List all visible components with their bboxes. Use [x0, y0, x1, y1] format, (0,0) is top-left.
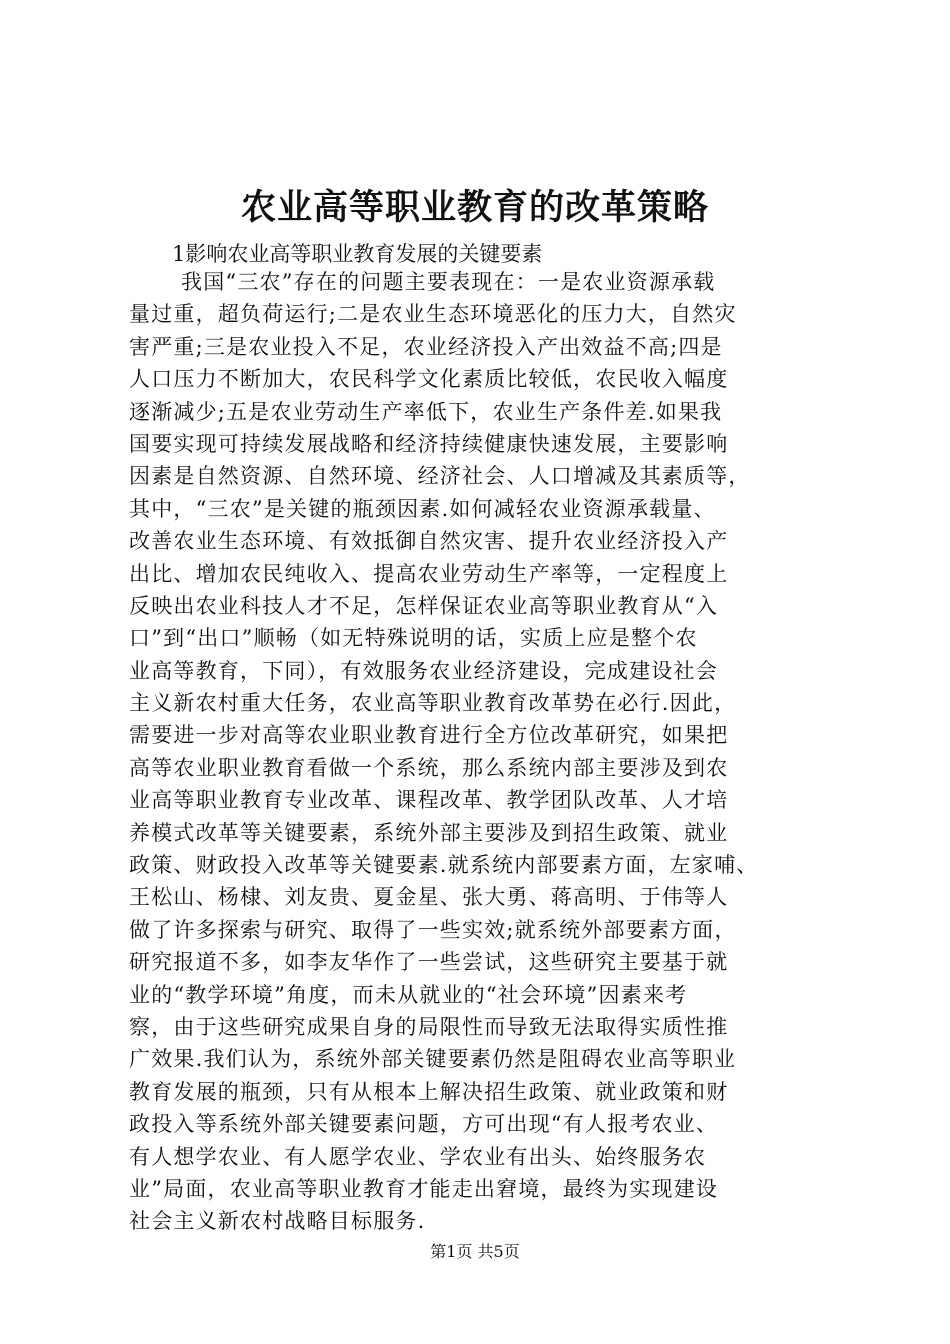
paragraph-line: 出比、增加农民纯收入、提高农业劳动生产率等，一定程度上 — [129, 561, 729, 586]
paragraph-line: 反映出农业科技人才不足，怎样保证农业高等职业教育从“入 — [129, 593, 719, 618]
paragraph-line: 量过重，超负荷运行;二是农业生态环境恶化的压力大，自然灾 — [129, 302, 737, 327]
paragraph-line: 广效果.我们认为，系统外部关键要素仍然是阻碍农业高等职业 — [129, 1047, 737, 1072]
paragraph-line: 社会主义新农村战略目标服务. — [129, 1209, 426, 1234]
paragraph-line: 业高等教育，下同），有效服务农业经济建设，完成建设社会 — [129, 658, 718, 683]
paragraph-line: 业高等职业教育专业改革、课程改革、教学团队改革、人才培 — [129, 788, 729, 813]
paragraph-line: 业”局面，农业高等职业教育才能走出窘境，最终为实现建设 — [129, 1176, 719, 1201]
paragraph-line: 政策、财政投入改革等关键要素.就系统内部要素方面，左家哺、 — [129, 853, 759, 878]
paragraph-line: 察，由于这些研究成果自身的局限性而导致无法取得实质性推 — [129, 1014, 729, 1039]
paragraph-line: 人口压力不断加大，农民科学文化素质比较低，农民收入幅度 — [129, 367, 729, 392]
paragraph-line: 业的“教学环境”角度，而未从就业的“社会环境”因素来考 — [129, 982, 688, 1007]
body-paragraph — [129, 266, 829, 1238]
paragraph-line: 主义新农村重大任务，农业高等职业教育改革势在必行.因此， — [129, 691, 737, 716]
paragraph-line: 改善农业生态环境、有效抵御自然灾害、提升农业经济投入产 — [129, 529, 729, 554]
paragraph-line: 其中，“三农”是关键的瓶颈因素.如何减轻农业资源承载量、 — [129, 496, 716, 521]
document-title: 农业高等职业教育的改革策略 — [240, 187, 709, 228]
paragraph-line: 有人想学农业、有人愿学农业、学农业有出头、始终服务农 — [129, 1144, 707, 1169]
paragraph-line: 国要实现可持续发展战略和经济持续健康快速发展，主要影响 — [129, 431, 729, 456]
section-heading: 1影响农业高等职业教育发展的关键要素 — [172, 242, 543, 266]
paragraph-line: 养模式改革等关键要素，系统外部主要涉及到招生政策、就业 — [129, 820, 729, 845]
page-number-footer: 第1页 共5页 — [430, 1242, 520, 1261]
paragraph-line: 王松山、杨棣、刘友贵、夏金星、张大勇、蒋高明、于伟等人 — [129, 885, 729, 910]
paragraph-line: 因素是自然资源、自然环境、经济社会、人口增减及其素质等， — [129, 464, 751, 489]
paragraph-line: 做了许多探索与研究、取得了一些实效;就系统外部要素方面， — [129, 917, 737, 942]
paragraph-line: 政投入等系统外部关键要素问题，方可出现“有人报考农业、 — [129, 1112, 719, 1137]
paragraph-line: 需要进一步对高等农业职业教育进行全方位改革研究，如果把 — [129, 723, 729, 748]
paragraph-line: 我国“三农”存在的问题主要表现在：一是农业资源承载 — [181, 270, 716, 294]
paragraph-line: 研究报道不多，如李友华作了一些尝试，这些研究主要基于就 — [129, 950, 729, 975]
paragraph-line: 害严重;三是农业投入不足，农业经济投入产出效益不高;四是 — [129, 334, 723, 359]
paragraph-line: 口”到“出口”顺畅（如无特殊说明的话，实质上应是整个农 — [129, 626, 698, 651]
paragraph-line: 教育发展的瓶颈，只有从根本上解决招生政策、就业政策和财 — [129, 1079, 729, 1104]
paragraph-line: 高等农业职业教育看做一个系统，那么系统内部主要涉及到农 — [129, 755, 729, 780]
paragraph-line: 逐渐减少;五是农业劳动生产率低下，农业生产条件差.如果我 — [129, 399, 723, 424]
